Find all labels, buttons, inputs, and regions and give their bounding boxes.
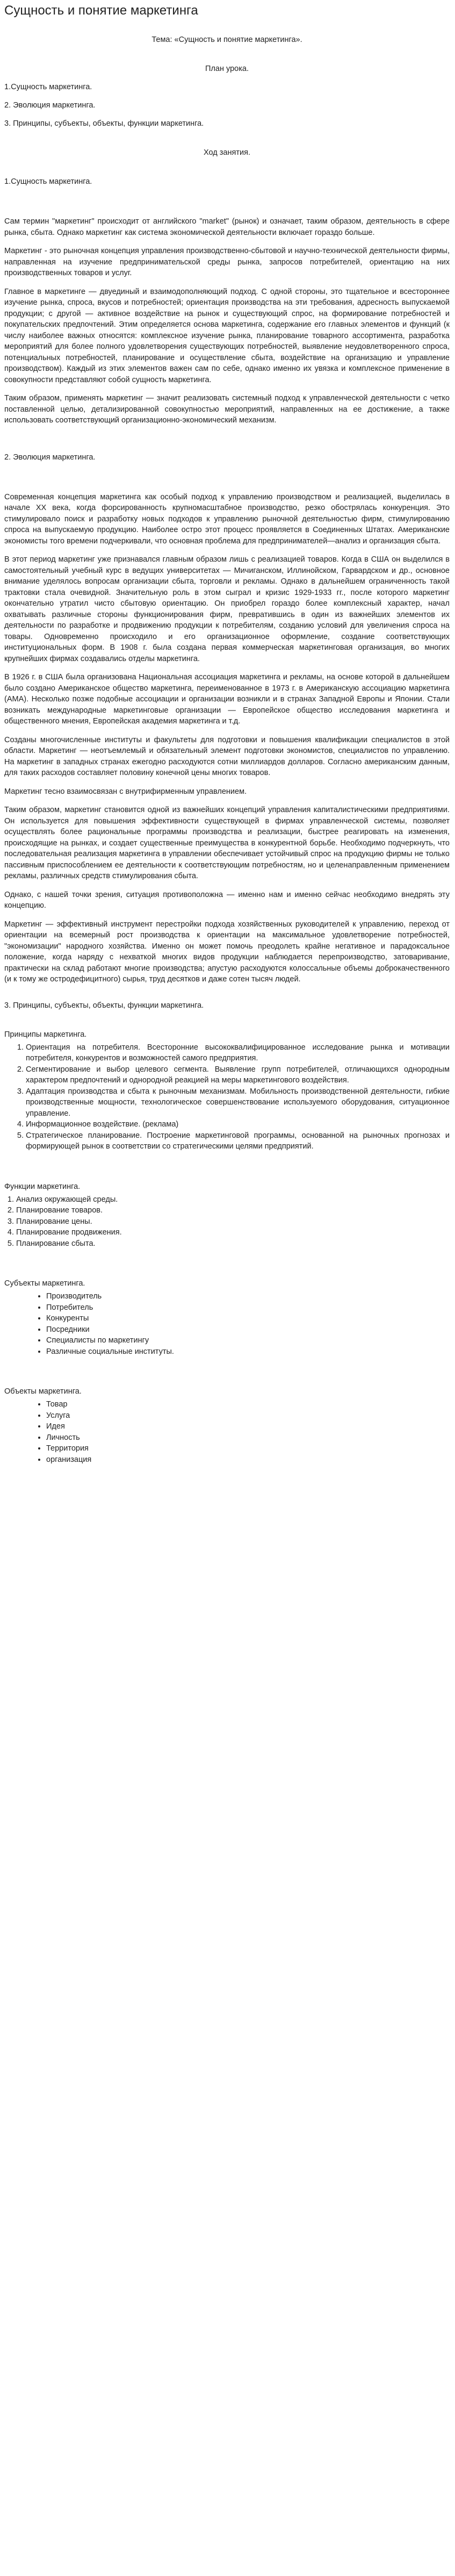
plan-item: 1.Сущность маркетинга. xyxy=(4,83,92,91)
objects-heading: Объекты маркетинга. xyxy=(4,1387,82,1396)
paragraph: Таким образом, применять маркетинг — значит реализовать системный подход к управленческой деятельности с четко поставленной целью, детализированной совокупностью мероприятий, направленных на ее достижение, а также использовать соответствующий организационно-экономический механизм. xyxy=(4,394,450,425)
page-title: Сущность и понятие маркетинга xyxy=(4,3,198,18)
list-item: 2. Планирование товаров. xyxy=(16,1205,450,1216)
principles-list xyxy=(4,1042,450,1152)
list-item: • Личность xyxy=(46,1432,450,1444)
section-heading: 1.Сущность маркетинга. xyxy=(4,177,92,186)
topic-line: Тема: «Сущность и понятие маркетинга». xyxy=(151,35,302,44)
section-heading: 2. Эволюция маркетинга. xyxy=(4,453,96,462)
functions-list xyxy=(4,1194,450,1250)
paragraph: Маркетинг - это рыночная концепция управления производственно-сбытовой и научно-технической деятельности фирмы, направленная на изучение предпринимательской среды рынка, запросов потребителей, ориентацию на них производственных товаров и услуг. xyxy=(4,247,450,277)
paragraph: Однако, с нашей точки зрения, ситуация противоположна — именно нам и именно сейчас необходимо внедрять эту концепцию. xyxy=(4,890,450,910)
list-item: • Товар xyxy=(46,1399,450,1410)
list-item: • Территория xyxy=(46,1443,450,1454)
list-item: 4. Информационное воздействие. (реклама) xyxy=(26,1119,450,1130)
list-item: 1. Ориентация на потребителя. Всесторонние высококвалифицированное исследование рынка и мотивации потребителя, конкурентов и возможностей самого предприятия. xyxy=(26,1042,450,1064)
paragraph: Таким образом, маркетинг становится одной из важнейших концепций управления капиталистическими предприятиями. Он используется для повышения эффективности существующей в фирмах управленческой системы, позволяет осуществлять более рациональные программы производства и реализации, быстрее реагировать на изменения, происходящие на рынках, и создает существенные преимущества в конкурентной борьбе. Необходимо подчеркнуть, что последовательная реализация маркетинга в управлении обеспечивает устойчивый спрос на продукцию фирмы не только пассивным приспособлением ее деятельности к соответствующим потребностям, но и целенаправленным применением рекламы, различных средств стимулирования сбыта. xyxy=(4,806,450,880)
list-item: 2. Сегментирование и выбор целевого сегмента. Выявление групп потребителей, отличающихся однородным характером предпочтений и однородной реакцией на меры маркетингового воздействия. xyxy=(26,1064,450,1086)
list-item: • организация xyxy=(46,1454,450,1466)
subjects-heading: Субъекты маркетинга. xyxy=(4,1279,85,1288)
list-item: 5. Стратегическое планирование. Построение маркетинговой программы, основанной на рыночных прогнозах и формирующей рынок в соответствии со стратегическими целями предприятий. xyxy=(26,1130,450,1152)
list-item: 1. Анализ окружающей среды. xyxy=(16,1194,450,1206)
paragraph: Современная концепция маркетинга как особый подход к управлению производством и реализацией, выделилась в начале XX века, когда форсированность крупномасштабное производство, резко обострялась конкуренция. Это стимулировало поиск и разработку новых подходов к управлению рыночной деятельностью фирм, стимулированию спроса на выпускаемую продукцию. Наиболее остро этот процесс проявляется в Соединенных Штатах. Американские экономисты того времени подчеркивали, что основная проблема для предпринимателей—анализ и организация сбыта. xyxy=(4,492,450,546)
list-item: • Специалисты по маркетингу xyxy=(46,1335,450,1346)
list-item: • Различные социальные институты. xyxy=(46,1346,450,1358)
paragraph: Главное в маркетинге — двуединый и взаимодополняющий подход. С одной стороны, это тщательное и всестороннее изучение рынка, спроса, вкусов и потребностей; ориентация производства на эти требования, адресность выпускаемой продукции; с другой — активное воздействие на рынок и существующий спрос, на формирование потребностей и покупательских предпочтений. Этим определяется основа маркетинга, содержание его главных элементов и функций (к числу наиболее важных относятся: комплексное изучение рынка, планирование товарного ассортимента, разработка мероприятий для более полного удовлетворения существующих потребностей, выявление неудовлетворенного спроса, потенциальных потребностей, планирование и осуществление сбыта, воздействие на организацию и управление производством). Каждый из этих элементов важен сам по себе, однако именно их увязка и комплексное применение в совокупности представляют собой сущность маркетинга. xyxy=(4,287,450,384)
list-item: • Потребитель xyxy=(46,1302,450,1314)
list-item: 5. Планирование сбыта. xyxy=(16,1238,450,1250)
plan-heading: План урока. xyxy=(205,64,249,73)
list-item: • Идея xyxy=(46,1421,450,1432)
objects-list xyxy=(4,1399,450,1465)
lesson-heading: Ход занятия. xyxy=(204,148,250,157)
paragraph: Созданы многочисленные институты и факультеты для подготовки и повышения квалификации специалистов в этой области. Маркетинг — неотъемлемый и обязательный элемент подготовки экономистов, специалистов по управлению. На маркетинг в западных странах ежегодно расходуются сотни миллиардов долларов. Согласно американским данным, для таких расходов составляет половину конечной цены многих товаров. xyxy=(4,735,450,777)
list-item: • Посредники xyxy=(46,1324,450,1336)
paragraph: Сам термин "маркетинг" происходит от английского "market" (рынок) и означает, таким образом, деятельность в сфере рынка, сбыта. Однако маркетинг как система экономической деятельности включает гораздо больше. xyxy=(4,217,450,237)
list-item: • Производитель xyxy=(46,1291,450,1302)
principles-heading: Принципы маркетинга. xyxy=(4,1030,87,1039)
paragraph: Маркетинг тесно взаимосвязан с внутрифирменным управлением. xyxy=(4,787,247,796)
paragraph: В этот период маркетинг уже признавался главным образом лишь с реализацией товаров. Когда в США он выделился в самостоятельный учебный курс в ведущих университетах — Мичиганском, Иллинойском, Гарвардском и др., основное внимание уделялось вопросам организации сбыта, торговли и рекламы. Однако в дальнейшем ограниченность такой трактовки стала очевидной. Значительную роль в этом сыграл и кризис 1929-1933 гг., после которого маркетинг окончательно утратил чисто сбытовую ориентацию. Он приобрел гораздо более комплексный характер, начал охватывать различные стороны функционирования фирм, превратившись в один из важнейших элементов их деятельности по разработке и продвижению продукции к потребителям, созданию условий для увеличения спроса на товары. Одновременно происходило и его организационное оформление, создание соответствующих институциональных форм. В 1908 г. была создана первая коммерческая маркетинговая организация, во многих крупнейших фирмах создавались отделы маркетинга. xyxy=(4,555,450,663)
list-item: 4. Планирование продвижения. xyxy=(16,1227,450,1238)
list-item: • Конкуренты xyxy=(46,1313,450,1324)
subjects-list xyxy=(4,1291,450,1357)
paragraph: В 1926 г. в США была организована Национальная ассоциация маркетинга и рекламы, на основе которой в дальнейшем было создано Американское общество маркетинга, переименованное в 1973 г. в Американскую ассоциацию маркетинга (АМА). Несколько позже подобные ассоциации и организации возникли и в странах Западной Европы и Японии. Стали возникать международные маркетинговые организации — Европейское общество исследования маркетинга и общественного мнения, Европейская академия маркетинга и т.д. xyxy=(4,673,450,726)
list-item: 3. Планирование цены. xyxy=(16,1216,450,1228)
list-item: 3. Адаптация производства и сбыта к рыночным механизмам. Мобильность производственной деятельности, гибкие производственные мощности, технологическое совершенствование используемого оборудования, ситуационное управление. xyxy=(26,1086,450,1120)
functions-heading: Функции маркетинга. xyxy=(4,1182,81,1191)
plan-item: 3. Принципы, субъекты, объекты, функции маркетинга. xyxy=(4,119,204,128)
section-heading: 3. Принципы, субъекты, объекты, функции маркетинга. xyxy=(4,1001,204,1010)
list-item: • Услуга xyxy=(46,1410,450,1422)
plan-item: 2. Эволюция маркетинга. xyxy=(4,101,96,110)
paragraph: Маркетинг — эффективный инструмент перестройки подхода хозяйственных руководителей к управлению, переход от ориентации на всемерный рост производства к ориентации на максимальное удовлетворение потребностей, "экономизации" народного хозяйства. Именно он может помочь преодолеть крайне негативное и парадоксальное положение, когда наряду с нехваткой многих видов продукции наблюдается перепроизводство, затоваривание, практически на склад работают многие производства; апустую расходуются колоссальные объемы доброкачественного (и к тому же остродефицитного) сырья, труд десятков и даже сотен тысяч людей. xyxy=(4,920,450,984)
